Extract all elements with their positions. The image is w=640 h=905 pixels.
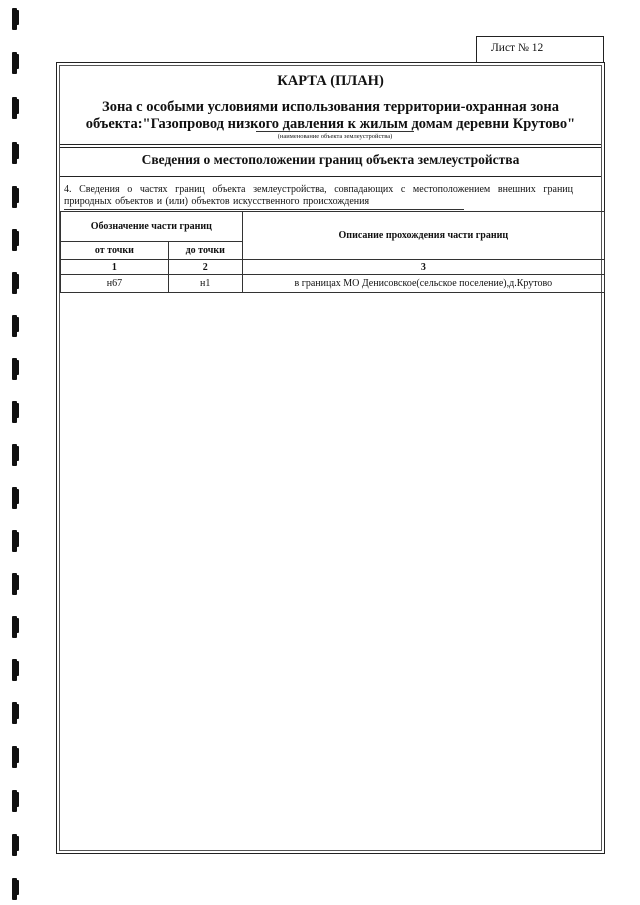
sheet-number: Лист № 12 xyxy=(491,42,544,54)
table-header-row xyxy=(61,212,605,242)
column-number-row xyxy=(61,260,605,275)
object-caption: (наименование объекта землеустройства) xyxy=(256,131,414,140)
binding-marks xyxy=(6,0,26,905)
binding-mark xyxy=(12,444,17,466)
column-number: 1 xyxy=(61,260,169,275)
binding-mark xyxy=(12,272,17,294)
sheet-number-box xyxy=(476,36,604,62)
divider xyxy=(60,144,601,145)
document-frame xyxy=(56,62,605,854)
binding-mark xyxy=(12,746,17,768)
to-header: до точки xyxy=(168,242,242,260)
boundary-table xyxy=(60,211,605,293)
binding-mark xyxy=(12,315,17,337)
binding-mark xyxy=(12,659,17,681)
group-header: Обозначение части границ xyxy=(61,212,243,242)
binding-mark xyxy=(12,790,17,812)
binding-mark xyxy=(12,530,17,552)
section-title: Сведения о местоположении границ объекта землеустройства xyxy=(141,152,520,167)
object-title-line1: Зона с особыми условиями использования территории-охранная зона xyxy=(102,99,559,115)
binding-mark xyxy=(12,702,17,724)
note-underline xyxy=(64,209,464,210)
desc-header: Описание прохождения части границ xyxy=(242,212,604,260)
object-title xyxy=(60,99,601,133)
boundary-description: в границах МО Денисовское(сельское поселение),д.Крутово xyxy=(242,275,604,293)
binding-mark xyxy=(12,834,17,856)
binding-mark xyxy=(12,487,17,509)
binding-mark xyxy=(12,616,17,638)
column-number: 3 xyxy=(242,260,604,275)
binding-mark xyxy=(12,142,17,164)
section-note: 4. Сведения о частях границ объекта землеустройства, совпадающих с местоположением внешних границ природных объектов и (или) объектов искусственного происхождения xyxy=(64,184,573,207)
binding-mark xyxy=(12,878,17,900)
object-title-line2: объекта:"Газопровод низкого давления к жилым домам деревни Крутово" xyxy=(85,116,576,132)
map-title: КАРТА (ПЛАН) xyxy=(277,73,384,89)
frame-inner xyxy=(59,65,602,851)
binding-mark xyxy=(12,97,17,119)
divider xyxy=(60,147,601,148)
binding-mark xyxy=(12,358,17,380)
binding-mark xyxy=(12,186,17,208)
to-point: н1 xyxy=(168,275,242,293)
column-number: 2 xyxy=(168,260,242,275)
from-header: от точки xyxy=(61,242,169,260)
from-point: н67 xyxy=(61,275,169,293)
divider xyxy=(60,176,601,177)
table-row xyxy=(61,275,605,293)
binding-mark xyxy=(12,8,17,30)
binding-mark xyxy=(12,401,17,423)
binding-mark xyxy=(12,229,17,251)
binding-mark xyxy=(12,52,17,74)
binding-mark xyxy=(12,573,17,595)
